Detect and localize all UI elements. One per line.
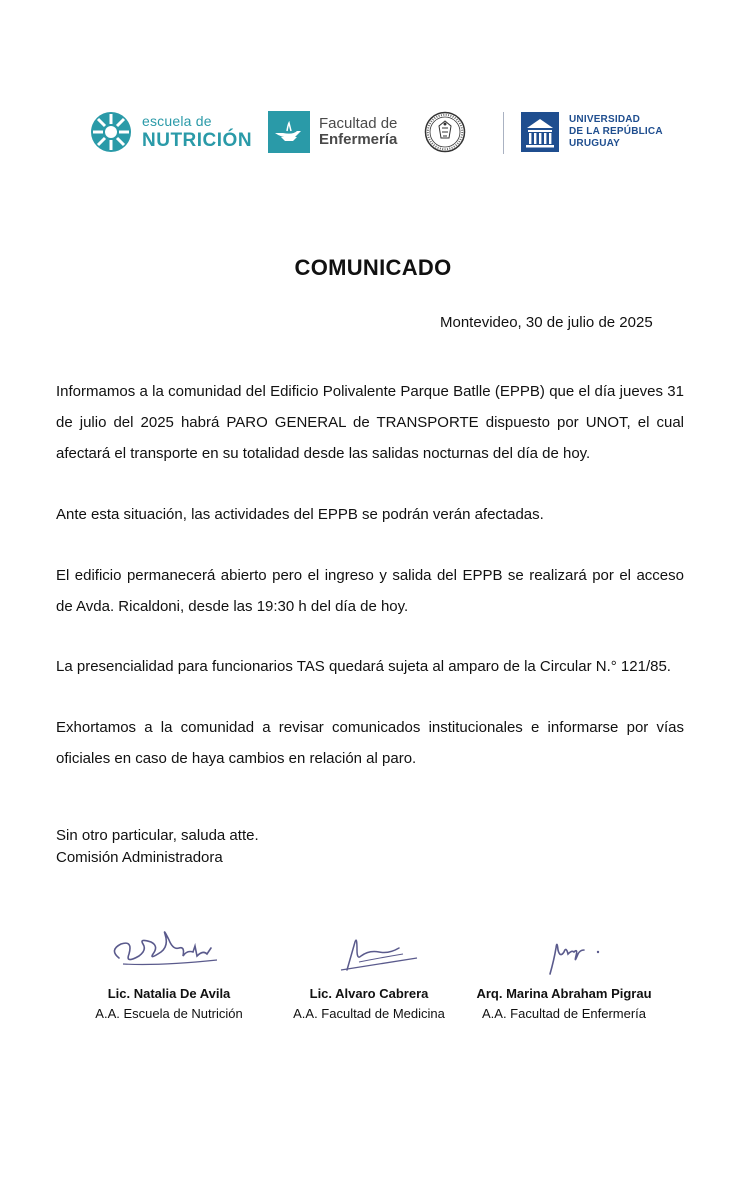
closing-signatory: Comisión Administradora	[56, 849, 223, 866]
handwritten-signature-3	[494, 920, 634, 980]
signatory-name-3: Arq. Marina Abraham Pigrau	[476, 986, 652, 1001]
paragraph-announcement: Informamos a la comunidad del Edificio Polivalente Parque Batlle (EPPB) que el día jueves 31 de julio del 2025 habrá PARO GENERAL de TRANSPORTE dispuesto por UNOT, el cual afectará el transporte en su totalidad desde las salidas nocturnas del día de hoy.	[56, 383, 684, 462]
enfermeria-lamp-icon	[268, 111, 310, 153]
nutricion-emblem-icon	[89, 110, 133, 154]
signatory-name-1: Lic. Natalia De Avila	[107, 986, 231, 1001]
document-date: Montevideo, 30 de julio de 2025	[440, 314, 653, 331]
udelar-logo-line3: URUGUAY	[569, 138, 621, 149]
udelar-building-icon	[521, 112, 559, 152]
paragraph-exhortation: Exhortamos a la comunidad a revisar comunicados institucionales e informarse por vías oficiales en caso de haya cambios en relación al paro.	[56, 719, 684, 767]
udelar-logo-line1: UNIVERSIDAD	[569, 114, 641, 125]
closing-block	[56, 825, 259, 869]
nutricion-logo	[89, 104, 252, 160]
paragraph-access: El edificio permanecerá abierto pero el ingreso y salida del EPPB se realizará por el acceso de Avda. Ricaldoni, desde las 19:30 h del día de hoy.	[56, 567, 684, 615]
nutricion-logo-line1: escuela de	[142, 113, 212, 129]
seal-icon	[424, 111, 466, 153]
signatory-role-1: A.A. Escuela de Nutrición	[95, 1006, 243, 1021]
logo-divider	[503, 112, 504, 154]
signatory-role-2: A.A. Facultad de Medicina	[293, 1006, 445, 1021]
udelar-logo	[521, 104, 663, 160]
signatory-name-2: Lic. Alvaro Cabrera	[309, 986, 429, 1001]
enfermeria-logo-line2: Enfermería	[319, 131, 398, 148]
enfermeria-logo-line1: Facultad de	[319, 114, 398, 132]
closing-salutation: Sin otro particular, saluda atte.	[56, 827, 259, 844]
signature-block-3	[449, 920, 679, 1021]
udelar-logo-line2: DE LA REPÚBLICA	[569, 126, 663, 137]
medicina-seal	[424, 104, 466, 160]
signature-block-1	[54, 920, 284, 1021]
enfermeria-logo	[268, 104, 397, 160]
header-logos	[0, 104, 746, 160]
paragraph-situation: Ante esta situación, las actividades del EPPB se podrán verán afectadas.	[56, 506, 544, 523]
nutricion-logo-line2: NUTRICIÓN	[142, 130, 253, 151]
handwritten-signature-2	[299, 920, 439, 980]
signatory-role-3: A.A. Facultad de Enfermería	[481, 1006, 647, 1021]
document-title: COMUNICADO	[294, 255, 452, 280]
paragraph-tas: La presencialidad para funcionarios TAS quedará sujeta al amparo de la Circular N.° 121/85.	[56, 658, 671, 675]
handwritten-signature-1	[99, 920, 239, 980]
